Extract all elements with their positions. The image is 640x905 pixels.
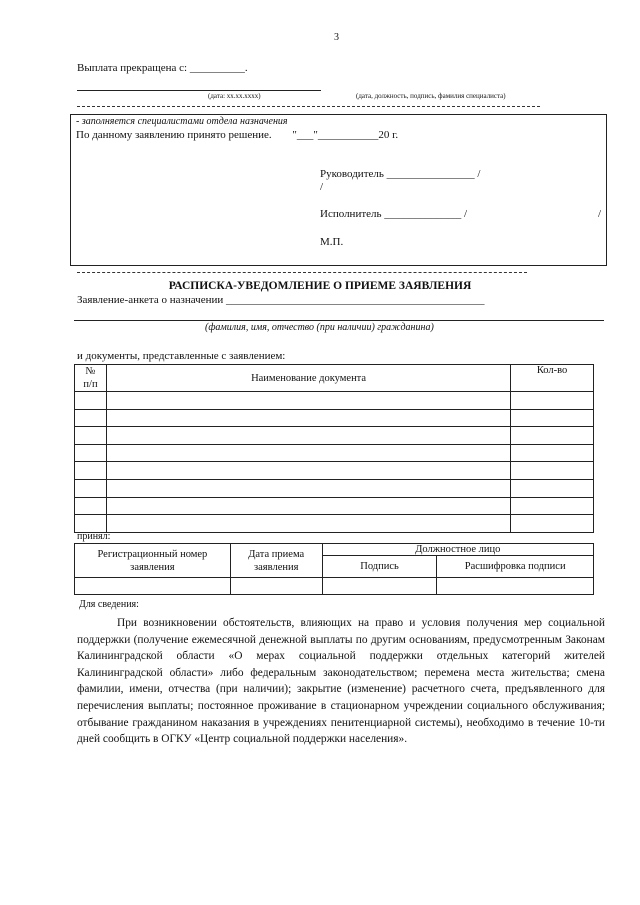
receipt-title: РАСПИСКА-УВЕДОМЛЕНИЕ О ПРИЕМЕ ЗАЯВЛЕНИЯ — [168, 280, 472, 292]
accept-cell-date — [230, 578, 322, 595]
decision-line — [76, 129, 398, 141]
doc-cell-number — [75, 409, 107, 427]
doc-cell-qty — [511, 515, 594, 533]
doc-cell-name — [106, 479, 510, 497]
col-reg-header: Регистрационный номер заявления — [75, 544, 231, 578]
accept-table — [74, 543, 594, 595]
col-name-header: Наименование документа — [106, 365, 510, 392]
table-row — [75, 497, 594, 515]
col-number-header: № п/п — [75, 365, 107, 392]
doc-cell-qty — [511, 497, 594, 515]
decision-heading: - заполняется специалистами отдела назначения — [76, 116, 288, 127]
executor-signature-line — [320, 208, 467, 220]
doc-cell-qty — [511, 409, 594, 427]
doc-cell-qty — [511, 444, 594, 462]
accept-cell-reg — [75, 578, 231, 595]
col-qty-header: Кол-во — [511, 365, 594, 392]
executor-blank: ______________ / — [384, 208, 468, 220]
decision-text: По данному заявлению принято решение. — [76, 129, 272, 141]
doc-cell-number — [75, 444, 107, 462]
col-official-header: Должностное лицо — [322, 544, 593, 556]
decision-date: "___"___________20 г. — [292, 129, 399, 141]
doc-cell-qty — [511, 427, 594, 445]
table-row — [75, 479, 594, 497]
sign-hint: (дата, должность, подпись, фамилия специалиста) — [356, 92, 506, 100]
name-hint: (фамилия, имя, отчество (при наличии) гражданина) — [205, 322, 434, 333]
documents-label: и документы, представленные с заявлением: — [77, 350, 286, 362]
separator-top — [77, 106, 540, 107]
stamp-label: М.П. — [320, 236, 344, 248]
payment-stopped-line — [77, 62, 248, 74]
doc-cell-number — [75, 515, 107, 533]
accept-cell-sign — [322, 578, 437, 595]
doc-cell-name — [106, 462, 510, 480]
page-number: 3 — [334, 32, 339, 43]
table-row — [75, 462, 594, 480]
application-blank: _______________________________________________ — [226, 294, 485, 306]
accept-cell-decode — [437, 578, 594, 595]
table-row — [75, 409, 594, 427]
table-row — [75, 392, 594, 410]
head-blank: ________________ / — [386, 168, 481, 180]
col-sign-header: Подпись — [322, 556, 437, 578]
table-row — [75, 444, 594, 462]
executor-label: Исполнитель — [320, 208, 382, 220]
doc-cell-number — [75, 427, 107, 445]
documents-table — [74, 364, 594, 533]
doc-cell-name — [106, 515, 510, 533]
payment-stopped-label: Выплата прекращена с: — [77, 62, 188, 74]
doc-cell-name — [106, 392, 510, 410]
separator-middle — [77, 272, 527, 273]
date-hint: (дата: хх.хх.хххх) — [208, 92, 261, 100]
doc-cell-name — [106, 444, 510, 462]
doc-cell-name — [106, 427, 510, 445]
doc-cell-number — [75, 392, 107, 410]
payment-stopped-end: . — [244, 62, 248, 74]
head-label: Руководитель — [320, 168, 384, 180]
accept-row — [75, 578, 594, 595]
info-label: Для сведения: — [79, 599, 139, 610]
payment-stopped-blank: __________ — [189, 62, 245, 74]
doc-cell-qty — [511, 392, 594, 410]
doc-cell-qty — [511, 479, 594, 497]
col-date-header: Дата приема заявления — [230, 544, 322, 578]
doc-cell-name — [106, 409, 510, 427]
head-signature-line — [320, 168, 480, 180]
table-row — [75, 427, 594, 445]
doc-cell-qty — [511, 462, 594, 480]
col-decode-header: Расшифровка подписи — [437, 556, 594, 578]
application-line — [77, 294, 485, 306]
accepted-label: принял: — [77, 531, 111, 542]
date-signature-line — [77, 90, 321, 91]
application-label: Заявление-анкета о назначении — [77, 294, 224, 306]
head-tail: / — [320, 181, 324, 193]
doc-cell-number — [75, 479, 107, 497]
executor-tail: / — [598, 208, 602, 220]
info-paragraph: При возникновении обстоятельств, влияющих на право и условия получения мер социальной поддержки (получение ежемесячной денежной выплаты по другим основаниям, предусмотренным Законам Калининградской области «О мерах социальной поддержки отдельных категорий жителей Калининградской области» либо федеральным законодательством; перемена места жительства; смена фамилии, имени, отчества (при наличии); закрытие (изменение) расчетного счета, предъявленного для перечисления выплаты; постоянное проживание в стационарном учреждении социального обслуживания; отбывание гражданином наказания в учреждениях пенитенциарной системы), необходимо в течение 10-ти дней сообщить в ОГКУ «Центр социальной поддержки населения». — [77, 617, 605, 746]
table-row — [75, 515, 594, 533]
doc-cell-number — [75, 462, 107, 480]
doc-cell-name — [106, 497, 510, 515]
doc-cell-number — [75, 497, 107, 515]
name-line — [74, 320, 604, 321]
